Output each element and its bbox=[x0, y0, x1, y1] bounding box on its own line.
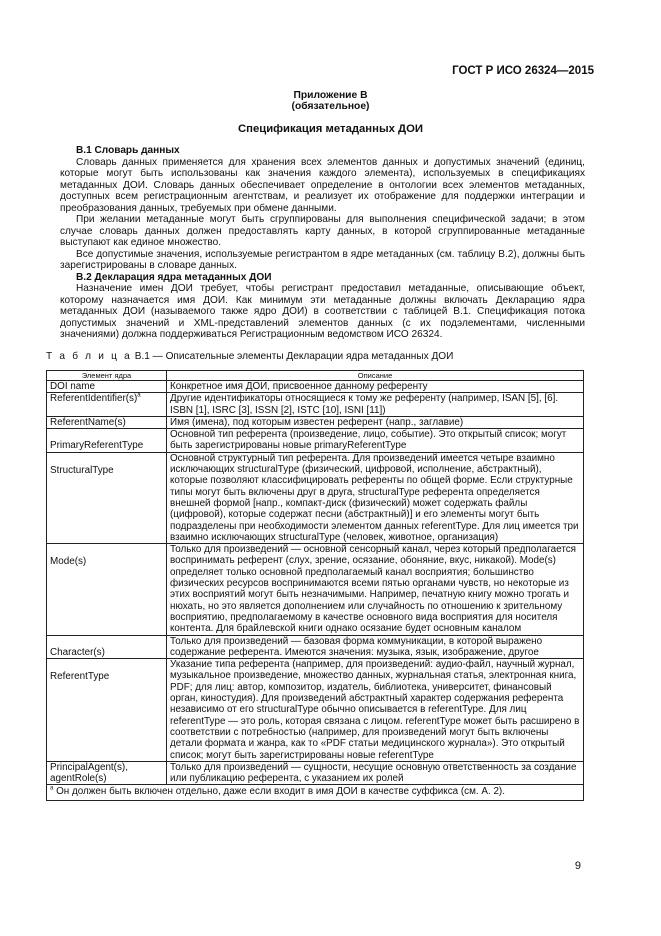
table-footnote-row bbox=[47, 785, 584, 800]
table-row bbox=[47, 416, 584, 428]
annex-heading: Спецификация метаданных ДОИ bbox=[238, 123, 423, 135]
element-cell bbox=[47, 393, 167, 417]
section-b2-heading: В.2 Декларация ядра метаданных ДОИ bbox=[76, 271, 272, 283]
description-cell: Только для произведений — базовая форма коммуникации, в которой выражено содержание референта. Имеются значения: музыка, язык, изображение, другое bbox=[167, 635, 584, 659]
description-cell: Имя (имена), под которым известен референт (напр., заглавие) bbox=[167, 416, 584, 428]
section-b1-heading: В.1 Словарь данных bbox=[76, 145, 180, 156]
element-cell: PrimaryReferentType bbox=[47, 429, 167, 453]
table-caption bbox=[46, 351, 453, 363]
metadata-elements-table bbox=[46, 370, 584, 801]
table-caption-prefix: Т а б л и ц а bbox=[46, 351, 132, 362]
footnote-text: Он должен быть включен отдельно, даже если входит в имя ДОИ в качестве суффикса (см. А. 2). bbox=[56, 786, 505, 798]
element-cell: StructuralType bbox=[47, 452, 167, 543]
annex-kind: (обязательное) bbox=[291, 101, 370, 112]
column-header-element: Элемент ядра bbox=[47, 371, 167, 381]
table-row bbox=[47, 393, 584, 417]
description-cell: Только для произведений — сущности, несущие основную ответственность за создание или публикацию референта, с указанием их ролей bbox=[167, 761, 584, 785]
column-header-description: Описание bbox=[167, 371, 584, 381]
section-b1-paragraph-2: При желании метаданные могут быть сгруппированы для выполнения специфической задачи; в этом случае словарь данных должен предоставлять карту данных, в которой сгруппированные метаданные выступают как единое множество. bbox=[60, 214, 585, 248]
element-name: ReferentIdentifier(s) bbox=[50, 393, 138, 405]
table-row bbox=[47, 429, 584, 453]
section-b1 bbox=[60, 145, 585, 341]
description-cell: Только для произведений — основной сенсорный канал, через который предполагается воспринимать референт (слух, зрение, осязание, обоняние, вкус, никакой). Mode(s) определяет только основной предполагаемый канал восприятия; большинство физических ресурсов воспринимаются всеми пятью органами чувств, но некоторые из этих восприятий могут быть незначимыми. Например, печатную книгу можно трогать и нюхать, но это является дополнением или случайность по отношению к зрительному восприятию, предполагаемому в качестве основного вида восприятия для носителя контента. Для брайлевской книги однако осязание будет основным каналом bbox=[167, 544, 584, 635]
footnote-marker: а bbox=[137, 393, 141, 399]
element-cell: Mode(s) bbox=[47, 544, 167, 635]
element-cell: PrincipalAgent(s), agentRole(s) bbox=[47, 761, 167, 785]
description-cell: Другие идентификаторы относящиеся к тому же референту (например, ISAN [5], [6]. ISBN [1], ISRC [3], ISSN [2], ISTC [10], ISNI [11]) bbox=[167, 393, 584, 417]
table-footnote bbox=[47, 785, 584, 800]
section-b1-paragraph-1: Словарь данных применяется для хранения всех элементов данных и допустимых значений (единиц, которые могут быть использованы как значения каждого элемента), используемых в спецификациях метаданных ДОИ. Словарь данных обеспечивает определение в онтологии всех элементов метаданных, доступных всем регистрационным агентствам, и реализует их отображение для поддержки интеграции и преобразования данных, требуемых при обмене данными. bbox=[60, 156, 585, 214]
table-header-row bbox=[47, 371, 584, 381]
element-cell: ReferentType bbox=[47, 659, 167, 762]
section-b2-paragraph-1: Назначение имен ДОИ требует, чтобы регистрант предоставил метаданные, описывающие объект, которому назначается имя ДОИ. Как минимум эти метаданные должны включать Декларацию ядра метаданных ДОИ (называемого также ядро ДОИ) в соответствии с таблицей В.1. Спецификация потока допустимых значений и XML-представлений элементов данных (с их подэлементами, численными значениями) должна поддерживаться Регистрационным ведомством ИСО 26324. bbox=[60, 283, 585, 340]
table-row bbox=[47, 544, 584, 635]
description-cell: Основной структурный тип референта. Для произведений имеется четыре взаимно исключающих structuralType (физический, цифровой, исполнение, абстрактный), которые позволяют классифицировать референты по общей форме. Если структурные типы могут быть включены друг в друга, structuralType референта определяется внешней формой [напр., компакт-диск (физический) может содержать файлы (цифровой), которые содержат песни (абстрактный)] и его элементы могут быть подразделены при необходимости элементом данных referentType. Для лиц имеется три взаимно исключающих structuralType (человек, животное, организация) bbox=[167, 452, 584, 543]
element-cell: Character(s) bbox=[47, 635, 167, 659]
table-row bbox=[47, 761, 584, 785]
description-cell: Конкретное имя ДОИ, присвоенное данному референту bbox=[167, 381, 584, 393]
table-row bbox=[47, 635, 584, 659]
section-b1-paragraph-3: Все допустимые значения, используемые регистрантом в ядре метаданных (см. таблицу В.2), должны быть зарегистрированы в словаре данных. bbox=[60, 248, 585, 271]
page-number: 9 bbox=[574, 860, 581, 872]
element-cell: DOI name bbox=[47, 381, 167, 393]
table-caption-text: В.1 — Описательные элементы Декларации ядра метаданных ДОИ bbox=[131, 351, 454, 362]
footnote-mark: а bbox=[50, 786, 54, 793]
standard-code: ГОСТ Р ИСО 26324—2015 bbox=[452, 65, 594, 77]
description-cell: Указание типа референта (например, для произведений: аудио-файл, научный журнал, музыкальное произведение, множество данных, журнальная статья, электронная книга, PDF; для лиц: автор, композитор, издатель, библиотека, университет, финансовый орган, киностудия). Для произведений абстрактный характер содержания референта независимо от его structuralType обычно описывается в referentType. Для лиц referentType — это роль, которая связана с лицом. referentType может быть расширено в соответствии с потребностью (например, для произведений могут быть включены детали формата и жанра, как то «PDF статьи медицинского журнала»). Это открытый список; могут быть зарегистрированы новые referentType bbox=[167, 659, 584, 762]
element-cell: ReferentName(s) bbox=[47, 416, 167, 428]
table-row bbox=[47, 381, 584, 393]
annex-title: Приложение В bbox=[293, 90, 368, 101]
table-row bbox=[47, 659, 584, 762]
description-cell: Основной тип референта (произведение, лицо, событие). Это открытый список; могут быть зарегистрированы новые primaryReferentType bbox=[167, 429, 584, 453]
table-row bbox=[47, 452, 584, 543]
